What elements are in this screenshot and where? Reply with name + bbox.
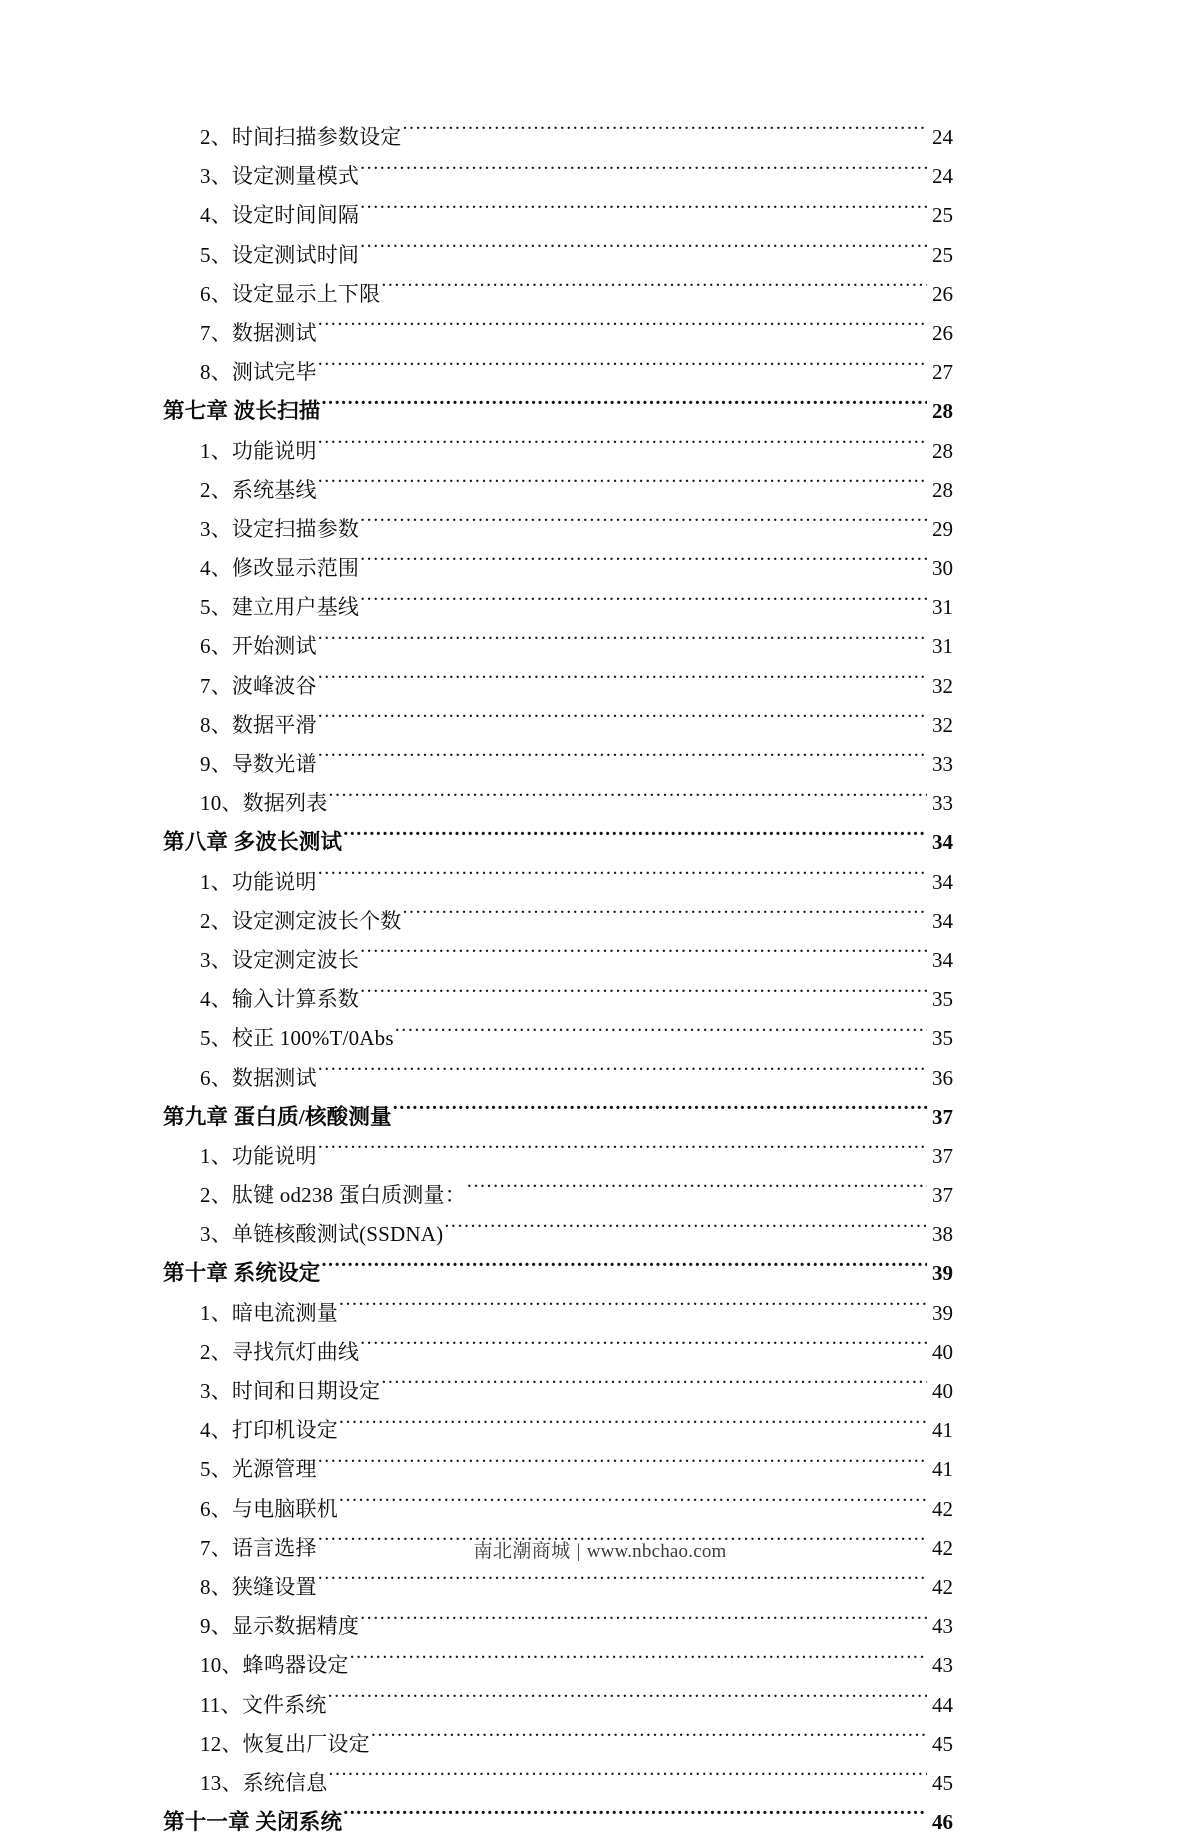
- toc-item-row[interactable]: [163, 1333, 953, 1372]
- toc-dot-leader: [318, 319, 927, 340]
- toc-entry-label: 8、测试完毕: [200, 360, 317, 385]
- toc-dot-leader: [318, 1142, 927, 1163]
- toc-entry-label: 6、数据测试: [200, 1065, 317, 1090]
- toc-entry-label: 13、系统信息: [200, 1770, 328, 1795]
- toc-item-row[interactable]: [163, 549, 953, 588]
- toc-chapter-row[interactable]: [163, 823, 953, 862]
- toc-item-row[interactable]: [163, 236, 953, 275]
- toc-dot-leader: [360, 593, 927, 614]
- toc-dot-leader: [403, 123, 928, 144]
- page-footer: [0, 1536, 1200, 1563]
- toc-entry-label: 7、波峰波谷: [200, 673, 317, 698]
- toc-entry-label: 12、恢复出厂设定: [200, 1731, 370, 1756]
- toc-entry-label: 5、建立用户基线: [200, 595, 360, 620]
- toc-entry-label: 3、时间和日期设定: [200, 1379, 381, 1403]
- toc-item-row[interactable]: [163, 1294, 953, 1333]
- toc-entry-label: 5、校正 100%T/0Abs: [200, 1026, 394, 1051]
- toc-dot-leader: [360, 515, 927, 536]
- toc-dot-leader: [318, 672, 927, 693]
- toc-entry-label: 第十一章 关闭系统: [163, 1810, 343, 1835]
- toc-page-number: 26: [932, 320, 953, 345]
- toc-page-number: 43: [932, 1614, 953, 1639]
- toc-page-number: 34: [932, 830, 953, 855]
- toc-page-number: 42: [932, 1574, 953, 1599]
- toc-item-row[interactable]: [163, 588, 953, 627]
- toc-entry-label: 3、设定测量模式: [200, 164, 360, 189]
- toc-entry-label: 8、数据平滑: [200, 712, 317, 737]
- toc-item-row[interactable]: [163, 627, 953, 666]
- toc-page-number: 35: [932, 1026, 953, 1051]
- toc-page-number: 28: [932, 399, 953, 424]
- toc-entry-label: 10、数据列表: [200, 791, 328, 816]
- toc-dot-leader: [360, 162, 927, 183]
- toc-dot-leader: [360, 985, 927, 1006]
- toc-chapter-row[interactable]: [163, 392, 953, 431]
- toc-item-row[interactable]: [163, 902, 953, 941]
- toc-item-row[interactable]: [163, 432, 953, 471]
- toc-page-number: 32: [932, 712, 953, 737]
- toc-page-number: 43: [932, 1653, 953, 1678]
- toc-page-number: 32: [932, 673, 953, 698]
- toc-entry-label: 1、功能说明: [200, 1143, 317, 1168]
- toc-item-row[interactable]: [163, 1450, 953, 1489]
- toc-chapter-row[interactable]: [163, 1254, 953, 1293]
- toc-dot-leader: [343, 828, 927, 849]
- toc-item-row[interactable]: [163, 314, 953, 353]
- toc-entry-label: 2、寻找氘灯曲线: [200, 1339, 360, 1364]
- toc-entry-label: 1、功能说明: [200, 869, 317, 894]
- toc-dot-leader: [318, 868, 927, 889]
- toc-page-number: 35: [932, 987, 953, 1012]
- toc-page-number: 45: [932, 1731, 953, 1756]
- toc-dot-leader: [381, 1377, 927, 1398]
- toc-chapter-row[interactable]: [163, 1098, 953, 1137]
- toc-item-row[interactable]: [163, 745, 953, 784]
- toc-dot-leader: [360, 1338, 927, 1359]
- toc-page-number: 33: [932, 752, 953, 776]
- toc-page-number: 37: [932, 1183, 953, 1208]
- toc-dot-leader: [321, 397, 927, 418]
- toc-page-number: 39: [932, 1300, 953, 1325]
- toc-dot-leader: [360, 201, 927, 222]
- toc-entry-label: 6、开始测试: [200, 634, 317, 659]
- toc-dot-leader: [318, 750, 927, 771]
- toc-page-number: 34: [932, 947, 953, 972]
- footer-separator: |: [576, 1541, 581, 1562]
- toc-entry-label: 4、修改显示范围: [200, 556, 360, 581]
- toc-dot-leader: [339, 1495, 927, 1516]
- toc-entry-label: 3、单链核酸测试(SSDNA): [200, 1222, 444, 1247]
- toc-chapter-row[interactable]: [163, 1803, 953, 1842]
- toc-entry-label: 11、文件系统: [200, 1692, 327, 1717]
- toc-item-row[interactable]: [163, 863, 953, 902]
- toc-dot-leader: [328, 789, 927, 810]
- toc-entry-label: 第八章 多波长测试: [163, 830, 343, 855]
- toc-dot-leader: [318, 1455, 927, 1476]
- toc-item-row[interactable]: [163, 1646, 953, 1685]
- toc-item-row[interactable]: [163, 941, 953, 980]
- toc-dot-leader: [381, 280, 927, 301]
- toc-entry-label: 第九章 蛋白质/核酸测量: [163, 1104, 392, 1129]
- toc-entry-label: 8、狭缝设置: [200, 1574, 317, 1599]
- toc-page-number: 25: [932, 242, 953, 267]
- toc-entry-label: 4、设定时间间隔: [200, 203, 360, 228]
- toc-item-row[interactable]: [163, 196, 953, 235]
- toc-item-row[interactable]: [163, 1686, 953, 1725]
- footer-store-name: 南北潮商城: [473, 1541, 571, 1562]
- toc-entry-label: 6、与电脑联机: [200, 1496, 338, 1521]
- toc-item-row[interactable]: [163, 1764, 953, 1803]
- toc-entry-label: 9、导数光谱: [200, 752, 317, 776]
- toc-dot-leader: [444, 1220, 927, 1241]
- toc-entry-label: 3、设定扫描参数: [200, 516, 360, 541]
- toc-dot-leader: [393, 1103, 927, 1124]
- toc-dot-leader: [467, 1181, 927, 1202]
- toc-item-row[interactable]: [163, 275, 953, 314]
- toc-page-number: 40: [932, 1339, 953, 1364]
- toc-item-row[interactable]: [163, 1607, 953, 1646]
- toc-page-number: 24: [932, 164, 953, 189]
- toc-page-number: 37: [932, 1104, 953, 1129]
- toc-entry-label: 7、数据测试: [200, 320, 317, 345]
- toc-dot-leader: [343, 1808, 927, 1829]
- toc-page-number: 34: [932, 869, 953, 894]
- toc-page-number: 33: [932, 791, 953, 816]
- toc-page-number: 28: [932, 438, 953, 463]
- toc-item-row[interactable]: [163, 1215, 953, 1254]
- toc-entry-label: 2、时间扫描参数设定: [200, 125, 402, 149]
- toc-dot-leader: [318, 476, 927, 497]
- toc-dot-leader: [321, 1259, 927, 1280]
- toc-page-number: 34: [932, 908, 953, 933]
- toc-entry-label: 第七章 波长扫描: [163, 399, 321, 424]
- toc-page-number: 42: [932, 1535, 953, 1560]
- toc-dot-leader: [318, 1064, 927, 1085]
- toc-entry-label: 9、显示数据精度: [200, 1614, 360, 1639]
- toc-entry-label: 1、功能说明: [200, 438, 317, 463]
- toc-entry-label: 4、打印机设定: [200, 1418, 338, 1443]
- toc-dot-leader: [395, 1024, 927, 1045]
- toc-item-row[interactable]: [163, 157, 953, 196]
- toc-entry-label: 第十章 系统设定: [163, 1261, 321, 1286]
- toc-page-number: 37: [932, 1143, 953, 1168]
- toc-entry-label: 7、语言选择: [200, 1535, 317, 1560]
- toc-page-number: 39: [932, 1261, 953, 1286]
- toc-item-row[interactable]: [163, 1372, 953, 1411]
- toc-page-number: 41: [932, 1418, 953, 1443]
- toc-dot-leader: [318, 437, 927, 458]
- toc-dot-leader: [360, 946, 927, 967]
- toc-item-row[interactable]: [163, 1176, 953, 1215]
- toc-dot-leader: [328, 1691, 927, 1712]
- toc-dot-leader: [318, 358, 927, 379]
- toc-page-number: 24: [932, 125, 953, 149]
- toc-page-number: 31: [932, 634, 953, 659]
- toc-item-row[interactable]: [163, 510, 953, 549]
- toc-page-number: 36: [932, 1065, 953, 1090]
- toc-page-number: 29: [932, 516, 953, 541]
- toc-entry-label: 2、设定测定波长个数: [200, 908, 402, 933]
- toc-item-row[interactable]: [163, 706, 953, 745]
- toc-dot-leader: [360, 241, 927, 262]
- toc-page-number: 27: [932, 360, 953, 385]
- toc-entry-label: 5、光源管理: [200, 1457, 317, 1482]
- toc-dot-leader: [403, 907, 928, 928]
- toc-dot-leader: [350, 1651, 927, 1672]
- toc-entry-label: 2、肽键 od238 蛋白质测量：: [200, 1183, 466, 1208]
- toc-page-number: 30: [932, 556, 953, 581]
- toc-page-number: 40: [932, 1379, 953, 1403]
- toc-entry-label: 4、输入计算系数: [200, 987, 360, 1012]
- toc-page-number: 45: [932, 1770, 953, 1795]
- toc-entry-label: 6、设定显示上下限: [200, 281, 381, 306]
- toc-dot-leader: [318, 1573, 927, 1594]
- toc-entry-label: 1、暗电流测量: [200, 1300, 338, 1325]
- footer-website: www.nbchao.com: [586, 1541, 727, 1562]
- table-of-contents: [163, 118, 953, 1842]
- toc-dot-leader: [360, 554, 927, 575]
- toc-item-row[interactable]: [163, 784, 953, 823]
- toc-item-row[interactable]: [163, 1137, 953, 1176]
- toc-item-row[interactable]: [163, 980, 953, 1019]
- toc-item-row[interactable]: [163, 1490, 953, 1529]
- toc-entry-label: 2、系统基线: [200, 477, 317, 502]
- toc-page-number: 25: [932, 203, 953, 228]
- toc-page-number: 28: [932, 477, 953, 502]
- toc-item-row[interactable]: [163, 471, 953, 510]
- toc-page-number: 44: [932, 1692, 953, 1717]
- toc-item-row[interactable]: [163, 1059, 953, 1098]
- toc-entry-label: 10、蜂鸣器设定: [200, 1653, 349, 1678]
- toc-dot-leader: [371, 1730, 927, 1751]
- toc-item-row[interactable]: [163, 1411, 953, 1450]
- toc-item-row[interactable]: [163, 1725, 953, 1764]
- toc-page-number: 46: [932, 1810, 953, 1835]
- toc-dot-leader: [328, 1769, 927, 1790]
- toc-dot-leader: [339, 1299, 927, 1320]
- toc-page-number: 42: [932, 1496, 953, 1521]
- toc-item-row[interactable]: [163, 118, 953, 157]
- toc-dot-leader: [318, 711, 927, 732]
- toc-item-row[interactable]: [163, 667, 953, 706]
- toc-entry-label: 3、设定测定波长: [200, 947, 360, 972]
- toc-page-number: 41: [932, 1457, 953, 1482]
- toc-page-number: 26: [932, 281, 953, 306]
- toc-item-row[interactable]: [163, 1568, 953, 1607]
- toc-dot-leader: [339, 1416, 927, 1437]
- toc-item-row[interactable]: [163, 1019, 953, 1058]
- toc-page-number: 31: [932, 595, 953, 620]
- toc-page-number: 38: [932, 1222, 953, 1247]
- toc-entry-label: 5、设定测试时间: [200, 242, 360, 267]
- toc-dot-leader: [318, 632, 927, 653]
- toc-item-row[interactable]: [163, 353, 953, 392]
- toc-dot-leader: [360, 1612, 927, 1633]
